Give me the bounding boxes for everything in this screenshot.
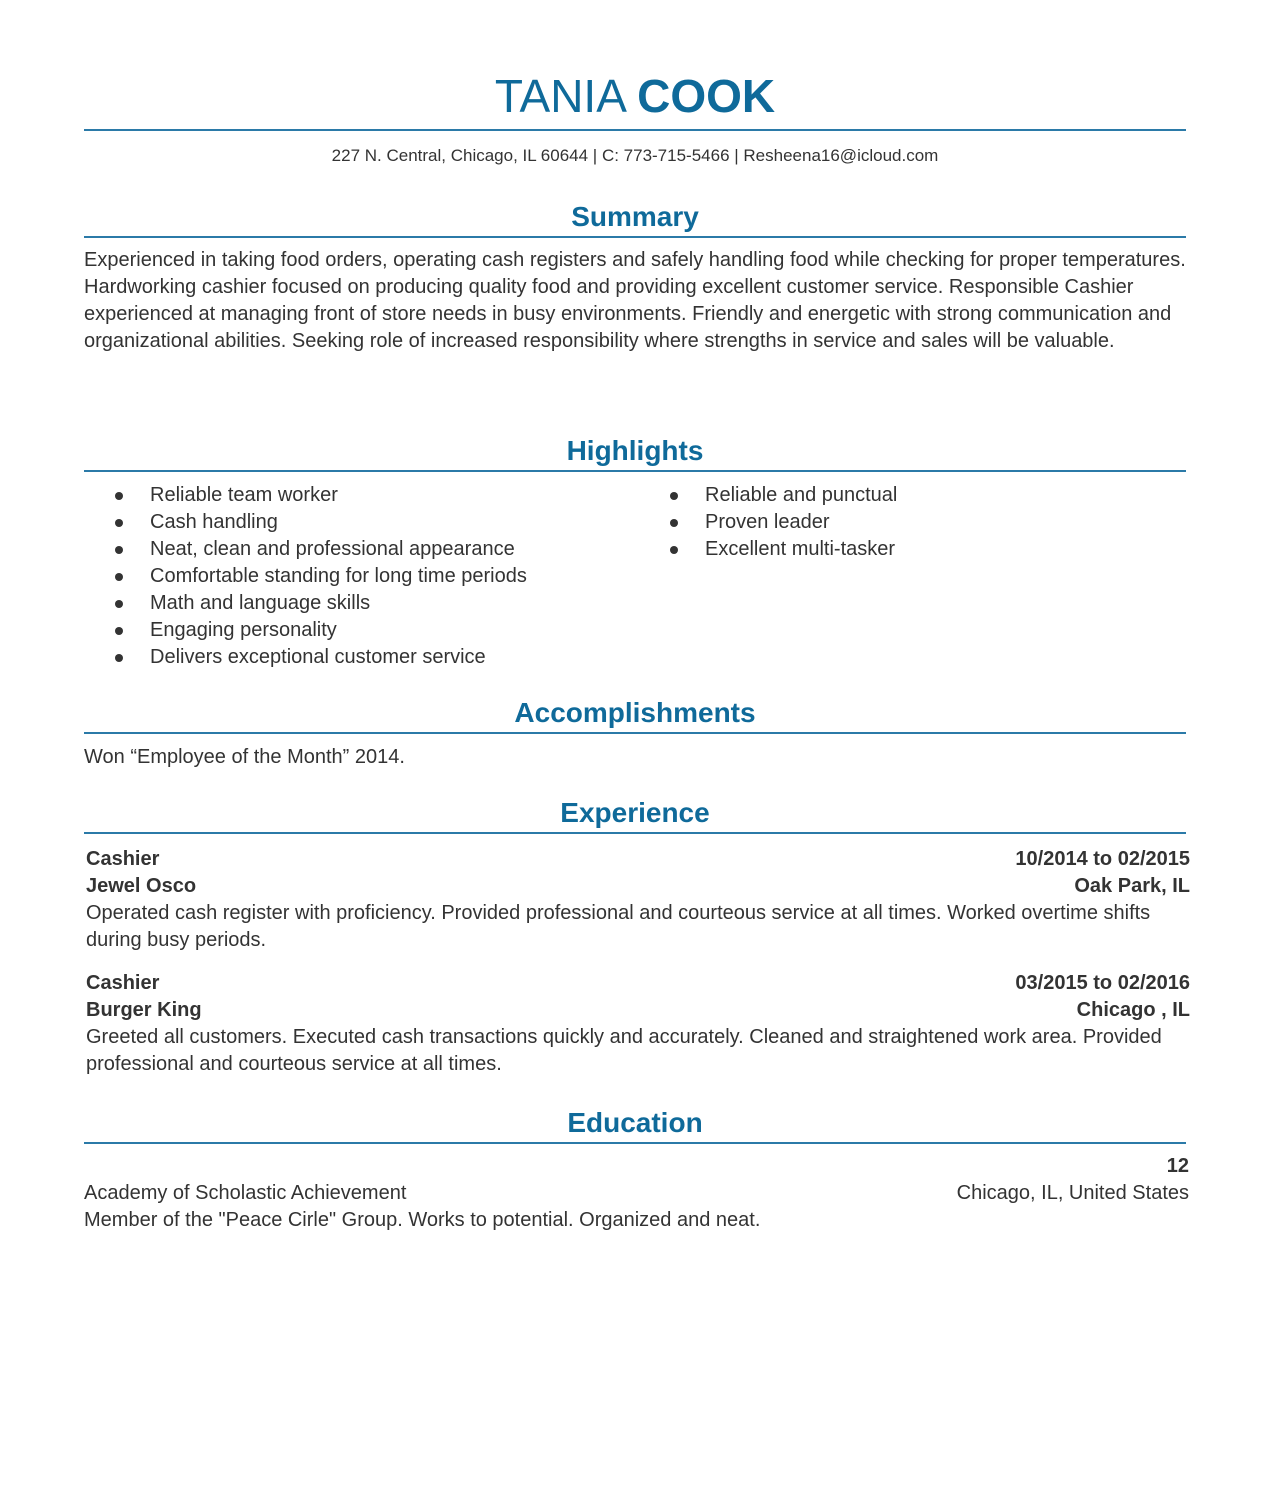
highlights-list-left [84, 482, 527, 671]
job-description: Greeted all customers. Executed cash transactions quickly and accurately. Cleaned and straightened work area. Provided professional and courteous service at all times. [86, 1026, 1162, 1075]
education-location: Chicago, IL, United States [956, 1182, 1189, 1204]
highlights-list-right [639, 482, 897, 563]
education-divider [84, 1142, 1186, 1144]
education-school: Academy of Scholastic Achievement [84, 1182, 407, 1204]
highlight-item: Delivers exceptional customer service [84, 644, 527, 671]
bullet-icon [115, 654, 123, 662]
job-location: Chicago , IL [1076, 999, 1190, 1021]
job-dates: 03/2015 to 02/2016 [1015, 972, 1190, 994]
highlights-divider [84, 470, 1186, 472]
education-heading: Education [567, 1107, 703, 1138]
highlight-item: Engaging personality [84, 617, 527, 644]
job-company: Jewel Osco [86, 875, 197, 897]
summary-paragraph: Hardworking cashier focused on producing quality food and providing excellent customer service. Responsible Cashier experienced at managing front of store needs in busy environments. Friendly and energetic with strong communication and organizational abilities. Seeking role of increased responsibility where strengths in service and sales will be valuable. [84, 276, 1172, 352]
job-entry [86, 846, 1190, 954]
experience-divider [84, 832, 1186, 834]
job-header-row [86, 970, 1190, 997]
education-entry [84, 1153, 1189, 1234]
last-name: COOK [637, 70, 776, 122]
job-title: Cashier [86, 972, 160, 994]
education-description: Member of the "Peace Cirle" Group. Works to potential. Organized and neat. [84, 1209, 761, 1231]
header-divider [84, 129, 1186, 131]
job-company-row [86, 997, 1190, 1024]
education-school-row [84, 1180, 1189, 1207]
bullet-icon [115, 573, 123, 581]
summary-paragraph: Experienced in taking food orders, operating cash registers and safely handling food while checking for proper temperatures. [84, 249, 1186, 271]
candidate-name [84, 68, 1186, 124]
highlight-item: Proven leader [639, 509, 897, 536]
bullet-icon [115, 600, 123, 608]
highlight-item: Math and language skills [84, 590, 527, 617]
highlight-item: Excellent multi-tasker [639, 536, 897, 563]
bullet-icon [115, 546, 123, 554]
job-title: Cashier [86, 848, 160, 870]
bullet-icon [670, 546, 678, 554]
job-company: Burger King [86, 999, 202, 1021]
summary-divider [84, 236, 1186, 238]
highlight-item: Reliable and punctual [639, 482, 897, 509]
highlight-item: Cash handling [84, 509, 527, 536]
bullet-icon [670, 519, 678, 527]
highlight-item: Neat, clean and professional appearance [84, 536, 527, 563]
summary-heading: Summary [571, 201, 699, 232]
highlight-item: Comfortable standing for long time periods [84, 563, 527, 590]
job-header-row [86, 846, 1190, 873]
job-company-row [86, 873, 1190, 900]
first-name: TANIA [494, 70, 625, 122]
bullet-icon [115, 492, 123, 500]
education-degree: 12 [1166, 1155, 1189, 1177]
experience-heading: Experience [560, 797, 710, 828]
accomplishments-heading: Accomplishments [514, 697, 756, 728]
job-location: Oak Park, IL [1074, 875, 1190, 897]
accomplishments-divider [84, 732, 1186, 734]
summary-text [84, 247, 1186, 355]
bullet-icon [115, 519, 123, 527]
bullet-icon [115, 627, 123, 635]
job-dates: 10/2014 to 02/2015 [1015, 848, 1190, 870]
accomplishments-text: Won “Employee of the Month” 2014. [84, 746, 405, 768]
contact-info: 227 N. Central, Chicago, IL 60644 | C: 773-715-5466 | Resheena16@icloud.com [331, 146, 939, 165]
bullet-icon [670, 492, 678, 500]
highlights-heading: Highlights [566, 435, 704, 466]
job-entry [86, 970, 1190, 1078]
job-description: Operated cash register with proficiency. Provided professional and courteous service at all times. Worked overtime shifts during busy periods. [86, 902, 1151, 951]
highlight-item: Reliable team worker [84, 482, 527, 509]
